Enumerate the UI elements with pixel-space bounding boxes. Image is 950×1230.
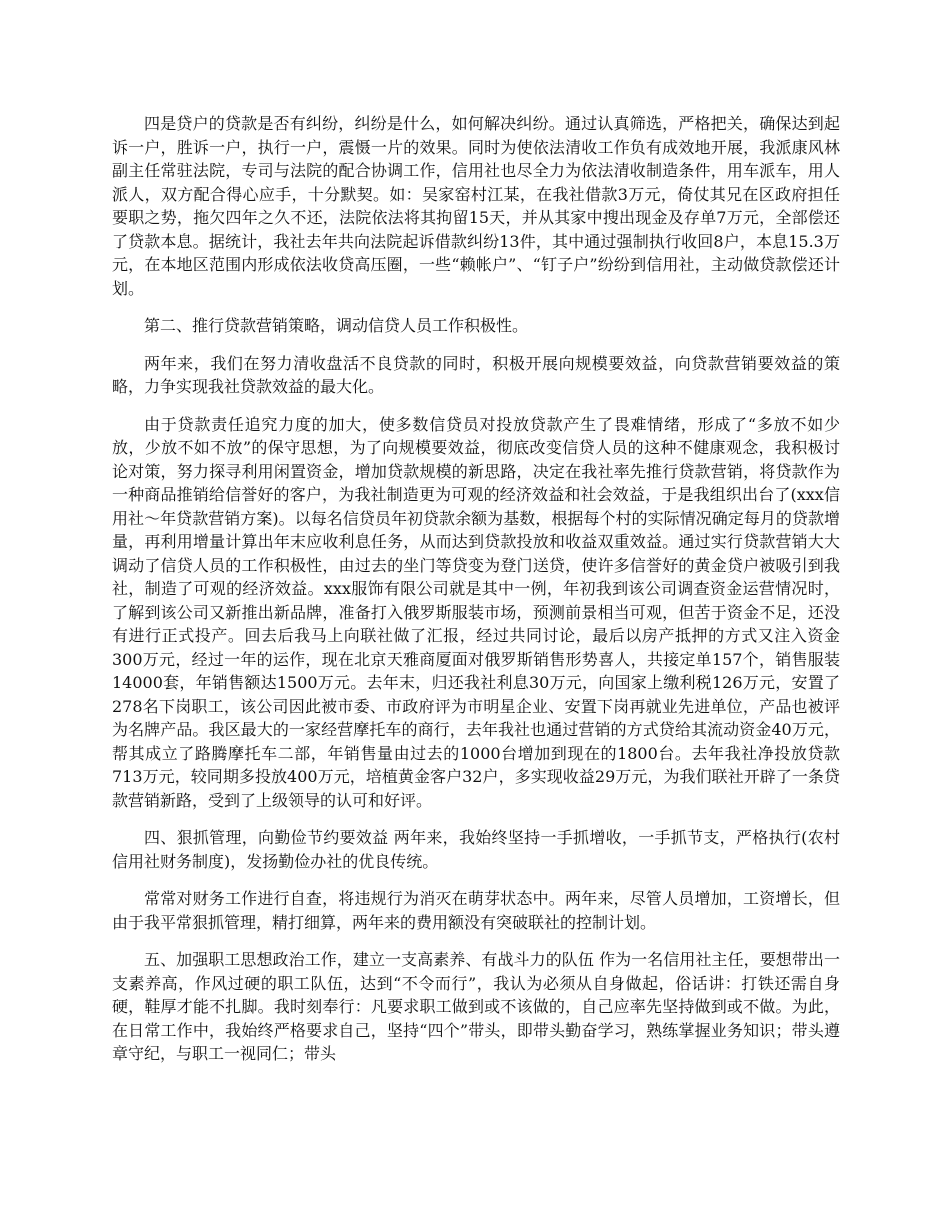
paragraph-heading-loan-marketing: 第二、推行贷款营销策略，调动信贷人员工作积极性。	[144, 316, 529, 335]
paragraph-loan-marketing-details: 由于贷款责任追究力度的加大，使多数信贷员对投放贷款产生了畏难情绪，形成了“多放不如少放，少放不如不放”的保守思想，为了向规模要效益，彻底改变信贷人员的这种不健康观念，我积极讨论对策，努力探寻利用闲置资金，增加贷款规模的新思路，决定在我社率先推行贷款营销，将贷款作为一种商品推销给信誉好的客户，为我社制造更为可观的经济效益和社会效益，于是我组织出台了(xxx信用社～年贷款营销方案)。以每名信贷员年初贷款余额为基数，根据每个村的实际情况确定每月的贷款增量，再利用增量计算出年末应收利息任务，从而达到贷款投放和收益双重效益。通过实行贷款营销大大调动了信贷人员的工作积极性，由过去的坐门等贷变为登门送贷，使许多信誉好的黄金贷户被吸引到我社，制造了可观的经济效益。xxx服饰有限公司就是其中一例，年初我到该公司调查资金运营情况时，了解到该公司又新推出新品牌，准备打入俄罗斯服装市场，预测前景相当可观，但苦于资金不足，还没有进行正式投产。回去后我马上向联社做了汇报，经过共同讨论，最后以房产抵押的方式又注入资金300万元，经过一年的运作，现在北京天雅商厦面对俄罗斯销售形势喜人，共接定单157个，销售服装14000套，年销售额达1500万元。去年末，归还我社利息30万元，向国家上缴利税126万元，安置了278名下岗职工，该公司因此被市委、市政府评为市明星企业、安置下岗再就业先进单位，产品也被评为名牌产品。我区最大的一家经营摩托车的商行，去年我社也通过营销的方式贷给其流动资金40万元，帮其成立了路腾摩托车二部，年销售量由过去的1000台增加到现在的1800台。去年我社净投放贷款713万元，较同期多投放400万元，培植黄金客户32户，多实现收益29万元，为我们联社开辟了一条贷款营销新路，受到了上级领导的认可和好评。	[112, 414, 840, 810]
paragraph-staff-ideology: 五、加强职工思想政治工作，建立一支高素养、有战斗力的队伍 作为一名信用社主任，要想带出一支素养高，作风过硬的职工队伍，达到“不令而行”，我认为必须从自身做起，俗话讲：打铁还需自身硬，鞋厚才能不扎脚。我时刻奉行：凡要求职工做到或不该做的，自己应率先坚持做到或不做。为此，在日常工作中，我始终严格要求自己，坚持“四个”带头，即带头勤奋学习，熟练掌握业务知识；带头遵章守纪，与职工一视同仁；带头	[112, 950, 840, 1063]
paragraph-financial-self-check: 常常对财务工作进行自查，将违规行为消灭在萌芽状态中。两年来，尽管人员增加，工资增长，但由于我平常狠抓管理，精打细算，两年来的费用额没有突破联社的控制计划。	[112, 889, 840, 932]
paragraph-loan-dispute-review: 四是贷户的贷款是否有纠纷，纠纷是什么，如何解决纠纷。通过认真筛选，严格把关，确保达到起诉一户，胜诉一户，执行一户，震慑一片的效果。同时为使依法清收工作负有成效地开展，我派康风林副主任常驻法院，专司与法院的配合协调工作，信用社也尽全力为依法清收制造条件，用车派车，用人派人，双方配合得心应手，十分默契。如：吴家窑村江某，在我社借款3万元，倚仗其兄在区政府担任要职之势，拖欠四年之久不还，法院依法将其拘留15天，并从其家中搜出现金及存单7万元，全部偿还了贷款本息。据统计，我社去年共向法院起诉借款纠纷13件，其中通过强制执行收回8户，本息15.3万元，在本地区范围内形成依法收贷高压圈，一些“赖帐户”、“钉子户”纷纷到信用社，主动做贷款偿还计划。	[112, 114, 840, 298]
paragraph-two-years-strategy: 两年来，我们在努力清收盘活不良贷款的同时，积极开展向规模要效益，向贷款营销要效益的策略，力争实现我社贷款效益的最大化。	[112, 353, 840, 396]
paragraph-heading-management: 四、狠抓管理，向勤俭节约要效益 两年来，我始终坚持一手抓增收，一手抓节支，严格执行(农村信用社财务制度)，发扬勤俭办社的优良传统。	[112, 828, 840, 871]
document-body	[112, 112, 840, 1080]
